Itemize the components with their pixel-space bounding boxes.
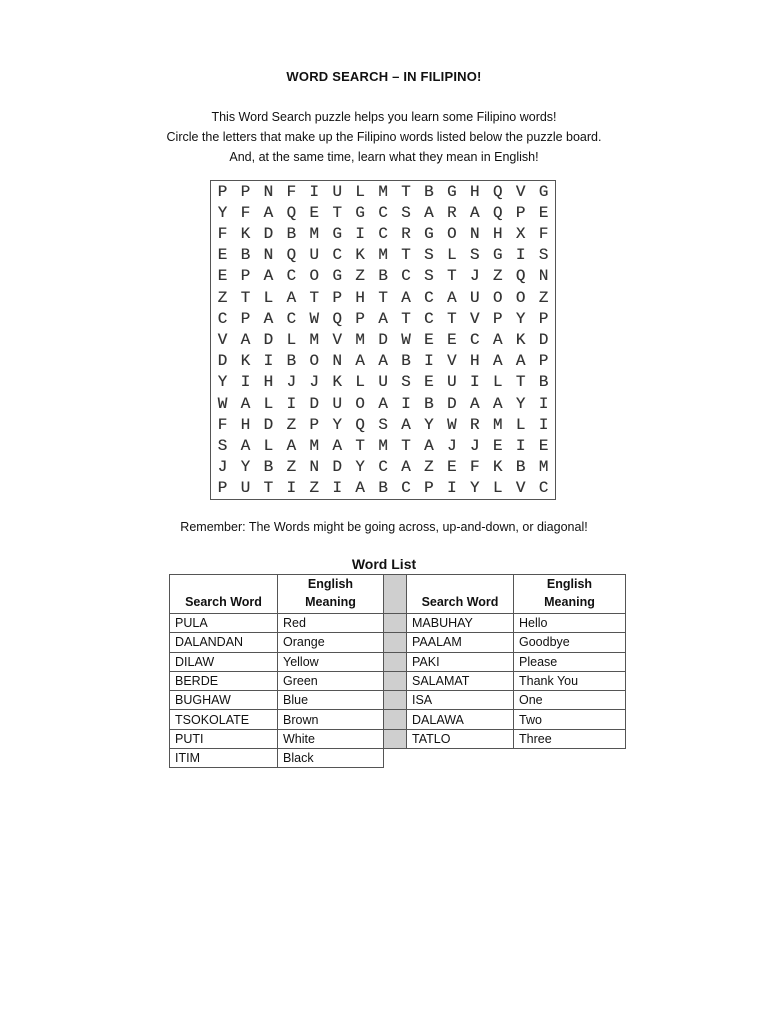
grid-letter[interactable]: M [378, 182, 388, 201]
search-word-cell: BUGHAW [170, 691, 278, 710]
grid-letter[interactable]: D [538, 330, 549, 349]
table-row [170, 749, 626, 768]
grid-letter[interactable]: C [286, 309, 297, 328]
search-word-cell: DALAWA [407, 710, 514, 729]
grid-letter[interactable]: A [263, 309, 274, 328]
separator-column [384, 575, 407, 614]
grid-letter[interactable]: K [515, 330, 526, 349]
grid-letter[interactable]: B [240, 246, 251, 265]
grid-letter[interactable]: A [401, 415, 411, 434]
grid-letter[interactable]: C [378, 224, 388, 243]
grid-letter[interactable]: B [515, 458, 526, 477]
grid-letter[interactable]: A [378, 394, 388, 413]
table-row [170, 633, 626, 652]
search-word-cell: TSOKOLATE [170, 710, 278, 729]
english-meaning-cell: White [278, 729, 384, 748]
grid-letter[interactable]: T [401, 436, 411, 455]
grid-letter[interactable]: Y [469, 479, 480, 498]
grid-letter[interactable]: Q [355, 415, 365, 434]
grid-letter[interactable]: B [424, 182, 434, 201]
grid-letter[interactable]: K [492, 458, 503, 477]
search-word-cell [407, 749, 514, 768]
grid-letter[interactable]: I [240, 373, 251, 392]
grid-letter[interactable]: A [355, 352, 365, 371]
separator-cell [384, 710, 407, 729]
grid-letter[interactable]: G [446, 182, 457, 201]
grid-letter[interactable]: I [309, 182, 319, 201]
grid-letter[interactable]: A [424, 203, 434, 222]
header-english-meaning: English Meaning [278, 575, 384, 614]
grid-letter[interactable]: C [332, 246, 342, 265]
grid-letter[interactable]: R [469, 415, 480, 434]
table-row [170, 710, 626, 729]
grid-letter[interactable]: C [469, 330, 480, 349]
grid-letter[interactable]: A [286, 436, 297, 455]
grid-letter[interactable]: K [240, 224, 251, 243]
grid-letter[interactable]: W [446, 415, 457, 434]
search-word-cell: DILAW [170, 652, 278, 671]
grid-letter[interactable]: Z [424, 458, 434, 477]
grid-letter[interactable]: B [401, 352, 411, 371]
grid-letter[interactable]: C [401, 479, 411, 498]
grid-letter[interactable]: V [515, 479, 526, 498]
separator-cell [384, 652, 407, 671]
grid-letter[interactable]: Q [492, 203, 503, 222]
english-meaning-cell: Orange [278, 633, 384, 652]
grid-letter[interactable]: M [309, 436, 319, 455]
grid-letter[interactable]: I [538, 415, 549, 434]
english-meaning-cell: Black [278, 749, 384, 768]
english-meaning-cell: Brown [278, 710, 384, 729]
grid-letter[interactable]: G [332, 267, 342, 286]
grid-letter[interactable]: I [355, 224, 365, 243]
search-word-cell: TATLO [407, 729, 514, 748]
english-meaning-cell: Goodbye [514, 633, 626, 652]
grid-letter[interactable]: V [446, 352, 457, 371]
grid-letter[interactable]: T [332, 203, 342, 222]
table-row [170, 691, 626, 710]
grid-letter[interactable]: U [332, 182, 342, 201]
grid-letter[interactable]: D [263, 224, 274, 243]
grid-letter[interactable]: P [424, 479, 434, 498]
word-list-table [169, 574, 626, 768]
search-word-cell: SALAMAT [407, 671, 514, 690]
grid-letter[interactable]: B [424, 394, 434, 413]
grid-letter[interactable]: J [217, 458, 228, 477]
grid-letter[interactable]: P [217, 182, 228, 201]
grid-letter[interactable]: K [240, 352, 251, 371]
grid-letter[interactable]: G [492, 246, 503, 265]
grid-letter[interactable]: J [309, 373, 319, 392]
grid-letter[interactable]: E [538, 436, 549, 455]
english-meaning-cell: Thank You [514, 671, 626, 690]
word-list-header-row [170, 575, 626, 614]
grid-letter[interactable]: P [240, 267, 251, 286]
grid-letter[interactable]: U [378, 373, 388, 392]
grid-letter[interactable]: D [217, 352, 228, 371]
grid-letter[interactable]: O [355, 394, 365, 413]
grid-letter[interactable]: D [446, 394, 457, 413]
grid-letter[interactable]: Y [332, 415, 342, 434]
grid-letter[interactable]: E [424, 373, 434, 392]
english-meaning-cell: Please [514, 652, 626, 671]
grid-letter[interactable]: Q [515, 267, 526, 286]
grid-letter[interactable]: N [469, 224, 480, 243]
english-meaning-cell: Red [278, 614, 384, 633]
intro-line: This Word Search puzzle helps you learn some Filipino words! [211, 110, 557, 124]
grid-letter[interactable]: L [492, 479, 503, 498]
grid-letter[interactable]: I [401, 394, 411, 413]
grid-letter[interactable]: O [309, 352, 319, 371]
page-title: WORD SEARCH – IN FILIPINO! [286, 69, 482, 84]
grid-letter[interactable]: F [286, 182, 297, 201]
grid-letter[interactable]: A [355, 479, 365, 498]
search-word-cell: PAALAM [407, 633, 514, 652]
grid-letter[interactable]: E [538, 203, 549, 222]
header-search-word: Search Word [170, 575, 278, 614]
grid-letter[interactable]: L [263, 288, 274, 307]
grid-letter[interactable]: A [492, 330, 503, 349]
grid-letter[interactable]: S [424, 267, 434, 286]
grid-letter[interactable]: S [378, 415, 388, 434]
grid-letter[interactable]: T [401, 246, 411, 265]
english-meaning-cell: Yellow [278, 652, 384, 671]
grid-letter[interactable]: M [355, 330, 365, 349]
grid-letter[interactable]: P [538, 309, 549, 328]
word-search-grid[interactable] [210, 180, 556, 500]
grid-letter[interactable]: A [469, 203, 480, 222]
grid-letter[interactable]: O [446, 224, 457, 243]
grid-letter[interactable]: U [469, 288, 480, 307]
grid-letter[interactable]: P [492, 309, 503, 328]
grid-letter[interactable]: Y [217, 373, 228, 392]
grid-letter[interactable]: Z [492, 267, 503, 286]
grid-letter[interactable]: S [217, 436, 228, 455]
search-word-cell: BERDE [170, 671, 278, 690]
grid-letter[interactable]: A [263, 267, 274, 286]
grid-letter[interactable]: A [332, 436, 342, 455]
grid-letter[interactable]: E [446, 330, 457, 349]
grid-letter[interactable]: Y [515, 309, 526, 328]
grid-letter[interactable]: W [309, 309, 319, 328]
grid-letter[interactable]: O [492, 288, 503, 307]
grid-letter[interactable]: E [446, 458, 457, 477]
grid-letter[interactable]: D [378, 330, 388, 349]
grid-letter[interactable]: M [309, 330, 319, 349]
intro-line: Circle the letters that make up the Filipino words listed below the puzzle board. [166, 130, 602, 144]
grid-letter[interactable]: C [424, 309, 434, 328]
grid-letter[interactable]: I [515, 436, 526, 455]
search-word-cell: PAKI [407, 652, 514, 671]
grid-letter[interactable]: C [401, 267, 411, 286]
grid-letter[interactable]: U [446, 373, 457, 392]
grid-letter[interactable]: F [217, 415, 228, 434]
grid-letter[interactable]: J [446, 436, 457, 455]
grid-letter[interactable]: A [240, 436, 251, 455]
grid-letter[interactable]: T [401, 182, 411, 201]
grid-letter[interactable]: N [538, 267, 549, 286]
grid-letter[interactable]: A [492, 394, 503, 413]
grid-letter[interactable]: N [309, 458, 319, 477]
grid-letter[interactable]: L [515, 415, 526, 434]
grid-letter[interactable]: Y [217, 203, 228, 222]
grid-letter[interactable]: T [378, 288, 388, 307]
grid-letter[interactable]: K [355, 246, 365, 265]
english-meaning-cell [514, 749, 626, 768]
grid-letter[interactable]: N [332, 352, 342, 371]
grid-letter[interactable]: L [446, 246, 457, 265]
separator-cell [384, 671, 407, 690]
grid-letter[interactable]: V [469, 309, 480, 328]
grid-letter[interactable]: I [446, 479, 457, 498]
grid-letter[interactable]: M [378, 246, 388, 265]
grid-letter[interactable]: A [469, 394, 480, 413]
grid-letter[interactable]: P [217, 479, 228, 498]
grid-letter[interactable]: F [217, 224, 228, 243]
grid-letter[interactable]: F [469, 458, 480, 477]
grid-letter[interactable]: D [263, 330, 274, 349]
header-english-meaning: English Meaning [514, 575, 626, 614]
grid-letter[interactable]: G [424, 224, 434, 243]
grid-letter[interactable]: Y [240, 458, 251, 477]
grid-letter[interactable]: H [355, 288, 365, 307]
grid-letter[interactable]: Y [424, 415, 434, 434]
grid-letter[interactable]: U [240, 479, 251, 498]
english-meaning-cell: One [514, 691, 626, 710]
grid-letter[interactable]: X [515, 224, 526, 243]
grid-letter[interactable]: C [286, 267, 297, 286]
search-word-cell: ITIM [170, 749, 278, 768]
grid-letter[interactable]: Z [355, 267, 365, 286]
search-word-cell: PUTI [170, 729, 278, 748]
grid-letter[interactable]: N [263, 246, 274, 265]
grid-letter[interactable]: T [515, 373, 526, 392]
grid-letter[interactable]: J [286, 373, 297, 392]
separator-cell [384, 614, 407, 633]
grid-letter[interactable]: D [263, 415, 274, 434]
grid-letter[interactable]: Q [286, 203, 297, 222]
grid-letter[interactable]: T [401, 309, 411, 328]
grid-letter[interactable]: H [469, 352, 480, 371]
table-row [170, 671, 626, 690]
grid-letter[interactable]: I [515, 246, 526, 265]
grid-letter[interactable]: A [286, 288, 297, 307]
grid-letter[interactable]: A [378, 352, 388, 371]
english-meaning-cell: Three [514, 729, 626, 748]
grid-letter[interactable]: B [538, 373, 549, 392]
grid-letter[interactable]: D [309, 394, 319, 413]
grid-letter[interactable]: L [492, 373, 503, 392]
grid-letter[interactable]: T [446, 267, 457, 286]
grid-letter[interactable]: T [355, 436, 365, 455]
grid-letter[interactable]: A [446, 288, 457, 307]
grid-letter[interactable]: S [401, 373, 411, 392]
grid-letter[interactable]: G [538, 182, 549, 201]
grid-letter[interactable]: V [332, 330, 342, 349]
grid-letter[interactable]: T [309, 288, 319, 307]
search-word-cell: DALANDAN [170, 633, 278, 652]
grid-letter[interactable]: Q [286, 246, 297, 265]
grid-letter[interactable]: A [240, 330, 251, 349]
table-row [170, 614, 626, 633]
grid-letter[interactable]: G [332, 224, 342, 243]
table-row [170, 729, 626, 748]
grid-letter[interactable]: V [515, 182, 526, 201]
grid-letter[interactable]: P [240, 182, 251, 201]
grid-letter[interactable]: A [240, 394, 251, 413]
grid-letter[interactable]: L [286, 330, 297, 349]
header-search-word: Search Word [407, 575, 514, 614]
grid-letter[interactable]: F [538, 224, 549, 243]
english-meaning-cell: Two [514, 710, 626, 729]
grid-letter[interactable]: V [217, 330, 228, 349]
grid-letter[interactable]: I [263, 352, 274, 371]
grid-letter[interactable]: U [332, 394, 342, 413]
grid-letter[interactable]: C [424, 288, 434, 307]
grid-letter[interactable]: L [263, 436, 274, 455]
grid-letter[interactable]: M [538, 458, 549, 477]
grid-letter[interactable]: H [240, 415, 251, 434]
grid-letter[interactable]: A [263, 203, 274, 222]
search-word-cell: MABUHAY [407, 614, 514, 633]
grid-letter[interactable]: Q [492, 182, 503, 201]
grid-letter[interactable]: L [263, 394, 274, 413]
grid-letter[interactable]: T [263, 479, 274, 498]
grid-letter[interactable]: I [286, 479, 297, 498]
grid-letter[interactable]: P [538, 352, 549, 371]
separator-cell [384, 633, 407, 652]
grid-letter[interactable]: U [309, 246, 319, 265]
grid-letter[interactable]: I [424, 352, 434, 371]
grid-letter[interactable]: P [332, 288, 342, 307]
grid-letter[interactable]: I [332, 479, 342, 498]
grid-letter[interactable]: P [240, 309, 251, 328]
grid-letter[interactable]: L [355, 373, 365, 392]
grid-letter[interactable]: O [515, 288, 526, 307]
grid-letter[interactable]: B [378, 479, 388, 498]
intro-text [0, 107, 768, 167]
english-meaning-cell: Hello [514, 614, 626, 633]
grid-letter[interactable]: S [401, 203, 411, 222]
grid-letter[interactable]: Y [515, 394, 526, 413]
grid-letter[interactable]: Y [355, 458, 365, 477]
grid-letter[interactable]: Z [286, 458, 297, 477]
grid-letter[interactable]: J [469, 267, 480, 286]
grid-letter[interactable]: I [286, 394, 297, 413]
grid-letter[interactable]: L [355, 182, 365, 201]
grid-letter[interactable]: I [469, 373, 480, 392]
separator-cell [384, 691, 407, 710]
grid-letter[interactable]: T [240, 288, 251, 307]
grid-letter[interactable]: S [469, 246, 480, 265]
grid-letter[interactable]: F [240, 203, 251, 222]
grid-letter[interactable]: P [309, 415, 319, 434]
grid-letter[interactable]: C [378, 203, 388, 222]
grid-letter[interactable]: C [538, 479, 549, 498]
grid-letter[interactable]: H [263, 373, 274, 392]
separator-cell [384, 749, 407, 768]
grid-letter[interactable]: A [492, 352, 503, 371]
grid-letter[interactable]: D [332, 458, 342, 477]
search-word-cell: ISA [407, 691, 514, 710]
grid-letter[interactable]: W [401, 330, 411, 349]
grid-letter[interactable]: B [286, 352, 297, 371]
grid-letter[interactable]: O [309, 267, 319, 286]
grid-letter[interactable]: B [263, 458, 274, 477]
grid-letter[interactable]: M [309, 224, 319, 243]
grid-letter[interactable]: Z [538, 288, 549, 307]
grid-letter[interactable]: J [469, 436, 480, 455]
grid-letter[interactable]: A [515, 352, 526, 371]
grid-letter[interactable]: W [217, 394, 228, 413]
grid-letter[interactable]: R [401, 224, 411, 243]
grid-letter[interactable]: K [332, 373, 342, 392]
grid-letter[interactable]: B [378, 267, 388, 286]
grid-letter[interactable]: C [217, 309, 228, 328]
grid-letter[interactable]: P [515, 203, 526, 222]
separator-cell [384, 729, 407, 748]
grid-letter[interactable]: Z [286, 415, 297, 434]
grid-letter[interactable]: M [378, 436, 388, 455]
grid-letter[interactable]: Q [332, 309, 342, 328]
grid-letter[interactable]: A [378, 309, 388, 328]
search-word-cell: PULA [170, 614, 278, 633]
grid-letter[interactable]: S [538, 246, 549, 265]
grid-letter[interactable]: A [401, 288, 411, 307]
grid-letter[interactable]: E [492, 436, 503, 455]
grid-letter[interactable]: H [492, 224, 503, 243]
grid-letter[interactable]: P [355, 309, 365, 328]
grid-letter[interactable]: Z [309, 479, 319, 498]
grid-letter[interactable]: A [424, 436, 434, 455]
grid-letter[interactable]: E [309, 203, 319, 222]
grid-letter[interactable]: E [217, 267, 228, 286]
grid-letter[interactable]: C [378, 458, 388, 477]
grid-letter[interactable]: R [446, 203, 457, 222]
grid-letter[interactable]: S [424, 246, 434, 265]
grid-letter[interactable]: M [492, 415, 503, 434]
intro-line: And, at the same time, learn what they mean in English! [229, 150, 539, 164]
remember-note: Remember: The Words might be going across, up-and-down, or diagonal! [180, 520, 588, 534]
grid-letter[interactable]: A [401, 458, 411, 477]
grid-letter[interactable]: T [446, 309, 457, 328]
table-row [170, 652, 626, 671]
word-list-title: Word List [351, 556, 417, 572]
english-meaning-cell: Green [278, 671, 384, 690]
grid-letter[interactable]: I [538, 394, 549, 413]
grid-letter[interactable]: E [424, 330, 434, 349]
grid-letter[interactable]: N [263, 182, 274, 201]
english-meaning-cell: Blue [278, 691, 384, 710]
grid-letter[interactable]: H [469, 182, 480, 201]
grid-letter[interactable]: E [217, 246, 228, 265]
grid-letter[interactable]: B [286, 224, 297, 243]
grid-letter[interactable]: G [355, 203, 365, 222]
grid-letter[interactable]: Z [217, 288, 228, 307]
